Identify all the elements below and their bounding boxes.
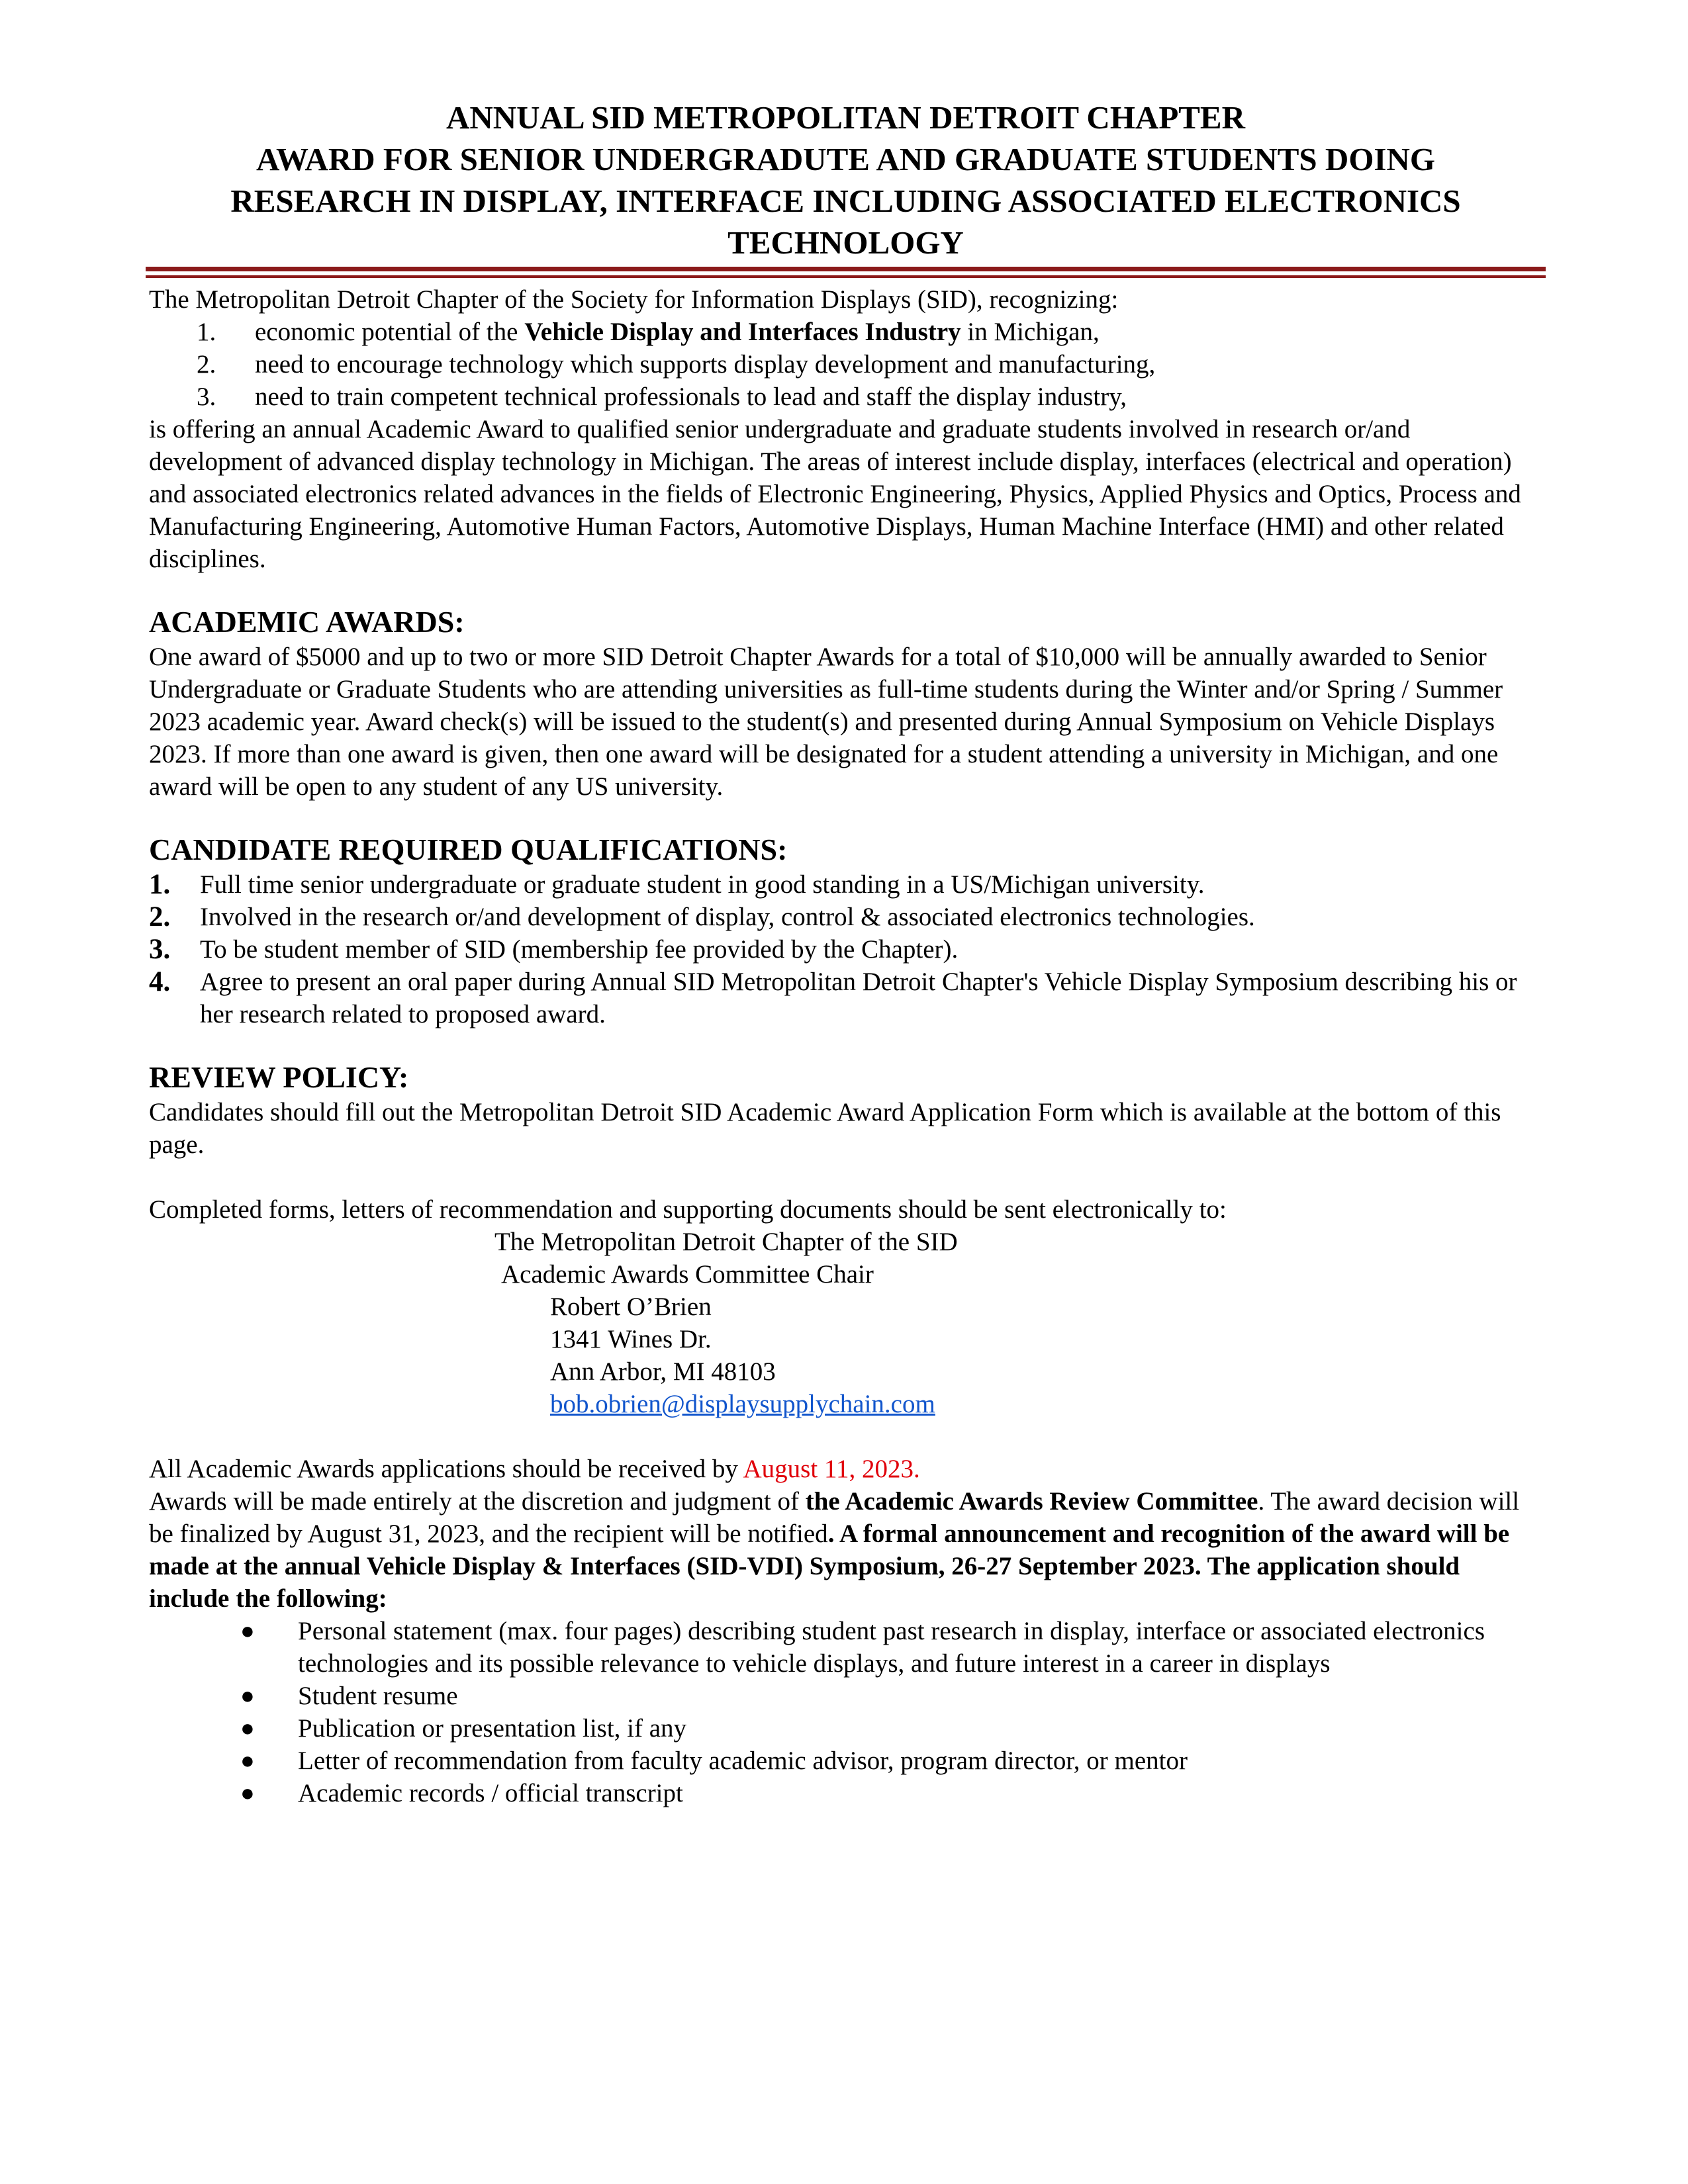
qualification-text: Agree to present an oral paper during Annual SID Metropolitan Detroit Chapter's Vehicle Display Symposium describing his or her research related to proposed award. bbox=[200, 968, 1517, 1028]
list-item-text: Academic records / official transcript bbox=[298, 1779, 683, 1807]
list-number: 1. bbox=[197, 318, 216, 346]
title-divider-thin bbox=[146, 275, 1546, 278]
qualification-item bbox=[149, 901, 1542, 933]
address-street: 1341 Wines Dr. bbox=[550, 1325, 712, 1353]
bullet-icon: ● bbox=[240, 1617, 255, 1644]
bullet-icon: ● bbox=[240, 1780, 255, 1806]
qualifications-list bbox=[149, 868, 1542, 1030]
academic-awards-text: One award of $5000 and up to two or more SID Detroit Chapter Awards for a total of $10,000 will be annually awarded to Senior Undergraduate or Graduate Students who are attending universities as full-time students during the Winter and/or Spring / Summer 2023 academic year. Award check(s) will be issued to the student(s) and presented during Annual Symposium on Vehicle Displays 2023. If more than one award is given, then one award will be designated for a student attending a university in Michigan, and one award will be open to any student of any US university. bbox=[149, 643, 1503, 801]
list-number: 4. bbox=[149, 966, 171, 997]
decision-text-mid: . The award decision will be finalized by August 31, 2023, and the recipient will be notified bbox=[149, 1487, 1520, 1548]
address-name: Robert O’Brien bbox=[550, 1293, 712, 1321]
list-item bbox=[149, 1745, 1542, 1777]
recognition-item bbox=[149, 348, 1542, 381]
title-line-4: TECHNOLOGY bbox=[727, 224, 964, 261]
recognition-text: need to encourage technology which supports display development and manufacturing, bbox=[255, 350, 1156, 379]
address-committee: Academic Awards Committee Chair bbox=[501, 1260, 874, 1289]
list-number: 3. bbox=[197, 383, 216, 411]
qualification-text: Involved in the research or/and development of display, control & associated electronics technologies. bbox=[200, 903, 1255, 931]
document-title bbox=[149, 97, 1542, 263]
recognition-item bbox=[149, 316, 1542, 348]
email-link[interactable]: bob.obrien@displaysupplychain.com bbox=[550, 1390, 935, 1418]
list-number: 1. bbox=[149, 869, 171, 900]
decision-text: Awards will be made entirely at the discretion and judgment of bbox=[149, 1487, 806, 1516]
list-item bbox=[149, 1777, 1542, 1809]
qualification-text: Full time senior undergraduate or graduate student in good standing in a US/Michigan university. bbox=[200, 870, 1205, 899]
recognition-item bbox=[149, 381, 1542, 413]
list-item-text: Letter of recommendation from faculty academic advisor, program director, or mentor bbox=[298, 1747, 1188, 1775]
deadline-line bbox=[149, 1453, 1542, 1485]
list-number: 3. bbox=[149, 934, 171, 965]
bullet-icon: ● bbox=[240, 1715, 255, 1741]
deadline-date: August 11, 2023. bbox=[743, 1455, 920, 1483]
recognition-text-end: in Michigan, bbox=[961, 318, 1100, 346]
recognition-text: economic potential of the bbox=[255, 318, 525, 346]
list-item-text: Publication or presentation list, if any bbox=[298, 1714, 687, 1743]
list-item bbox=[149, 1712, 1542, 1745]
list-item bbox=[149, 1680, 1542, 1712]
qualification-item bbox=[149, 966, 1542, 1030]
list-item-text: Student resume bbox=[298, 1682, 458, 1710]
bullet-icon: ● bbox=[240, 1682, 255, 1709]
address-org: The Metropolitan Detroit Chapter of the SID bbox=[494, 1228, 958, 1256]
academic-awards-section bbox=[149, 604, 1542, 803]
review-policy-section bbox=[149, 1059, 1542, 1809]
title-line-3: RESEARCH IN DISPLAY, INTERFACE INCLUDING ASSOCIATED ELECTRONICS bbox=[230, 183, 1461, 219]
intro-paragraph: is offering an annual Academic Award to qualified senior undergraduate and graduate students involved in research or/and development of advanced display technology in Michigan. The areas of interest include display, interfaces (electrical and operation) and associated electronics related advances in the fields of Electronic Engineering, Physics, Applied Physics and Optics, Process and Manufacturing Engineering, Automotive Human Factors, Automotive Displays, Human Machine Interface (HMI) and other related disciplines. bbox=[149, 415, 1521, 573]
title-line-1: ANNUAL SID METROPOLITAN DETROIT CHAPTER bbox=[445, 99, 1246, 136]
list-number: 2. bbox=[149, 901, 171, 933]
title-line-2: AWARD FOR SENIOR UNDERGRADUTE AND GRADUATE STUDENTS DOING bbox=[256, 141, 1435, 177]
title-divider-thick bbox=[146, 267, 1546, 271]
submission-instructions: Completed forms, letters of recommendation and supporting documents should be sent electronically to: bbox=[149, 1195, 1227, 1224]
list-number: 2. bbox=[197, 350, 216, 379]
qualification-text: To be student member of SID (membership fee provided by the Chapter). bbox=[200, 935, 959, 964]
qualification-item bbox=[149, 933, 1542, 966]
academic-awards-heading: ACADEMIC AWARDS: bbox=[149, 605, 465, 639]
list-item-text: Personal statement (max. four pages) describing student past research in display, interface or associated electronics technologies and its possible relevance to vehicle displays, and future interest in a career in displays bbox=[298, 1617, 1485, 1678]
document-body bbox=[149, 283, 1542, 1809]
qualifications-heading: CANDIDATE REQUIRED QUALIFICATIONS: bbox=[149, 833, 788, 866]
address-city: Ann Arbor, MI 48103 bbox=[550, 1357, 776, 1386]
recognition-text: need to train competent technical professionals to lead and staff the display industry, bbox=[255, 383, 1127, 411]
intro-lead: The Metropolitan Detroit Chapter of the Society for Information Displays (SID), recognizing: bbox=[149, 285, 1119, 314]
application-items-list bbox=[149, 1615, 1542, 1809]
review-policy-text: Candidates should fill out the Metropolitan Detroit SID Academic Award Application Form which is available at the bottom of this page. bbox=[149, 1098, 1501, 1159]
decision-paragraph bbox=[149, 1485, 1542, 1615]
mailing-address bbox=[149, 1226, 1542, 1420]
qualifications-section bbox=[149, 831, 1542, 1030]
committee-name: the Academic Awards Review Committee bbox=[805, 1487, 1258, 1516]
announcement-text: . A formal announcement and recognition of the award will be made at the annual Vehicle Display & Interfaces (SID-VDI) Symposium, 26-27 September 2023. The application should include the following: bbox=[149, 1520, 1510, 1613]
qualification-item bbox=[149, 868, 1542, 901]
recognition-bold-text: Vehicle Display and Interfaces Industry bbox=[524, 318, 961, 346]
review-policy-heading: REVIEW POLICY: bbox=[149, 1060, 409, 1094]
recognition-list bbox=[149, 316, 1542, 413]
list-item bbox=[149, 1615, 1542, 1680]
deadline-text: All Academic Awards applications should be received by bbox=[149, 1455, 743, 1483]
bullet-icon: ● bbox=[240, 1747, 255, 1774]
